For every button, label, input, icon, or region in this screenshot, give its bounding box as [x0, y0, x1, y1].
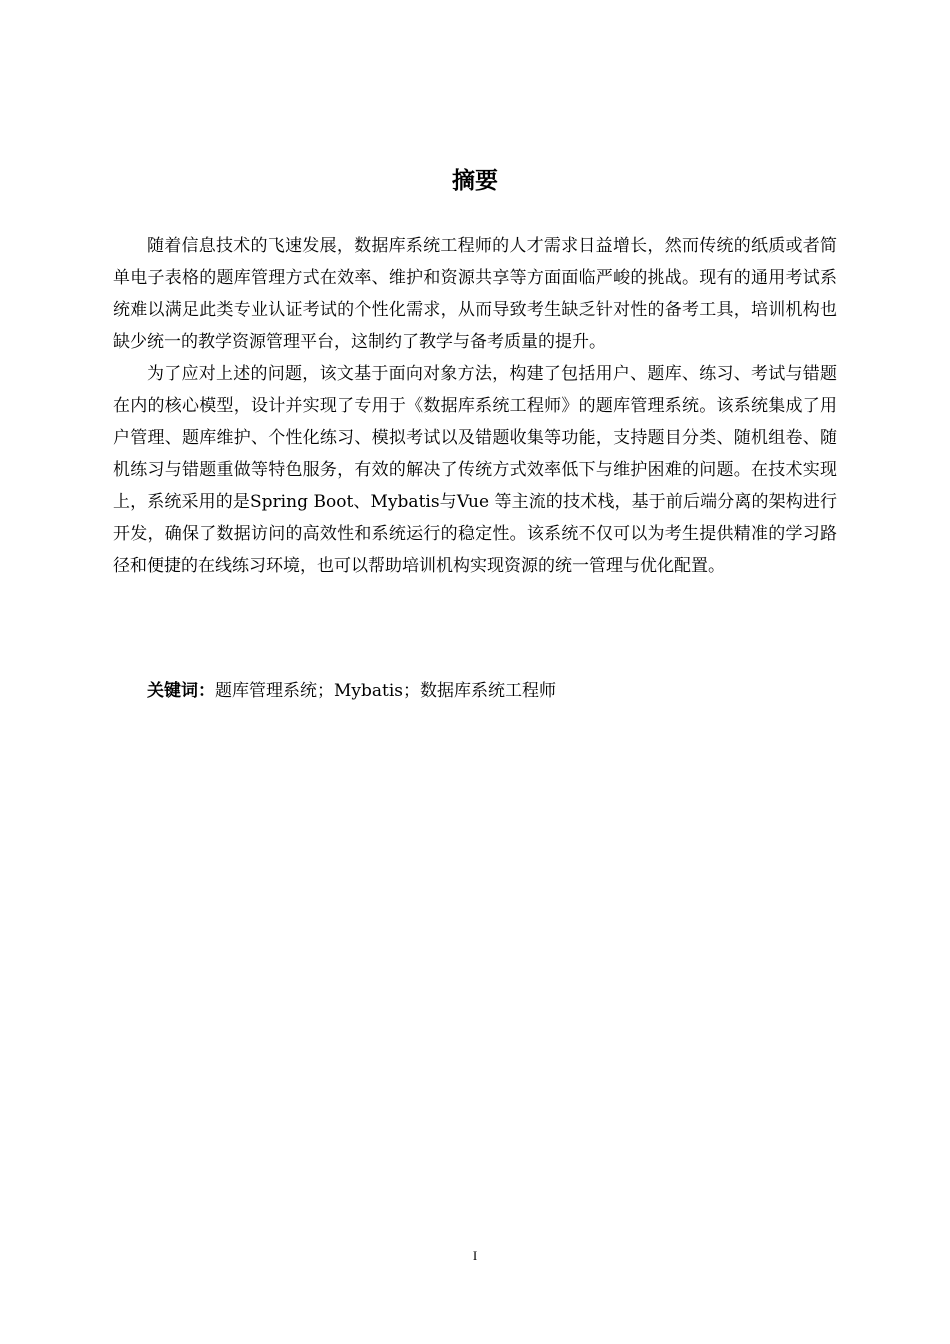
abstract-paragraph-1: 随着信息技术的飞速发展，数据库系统工程师的人才需求日益增长，然而传统的纸质或者简单电子表格的题库管理方式在效率、维护和资源共享等方面面临严峻的挑战。现有的通用考试系统难以满足此类专业认证考试的个性化需求，从而导致考生缺乏针对性的备考工具，培训机构也缺少统一的教学资源管理平台，这制约了教学与备考质量的提升。: [113, 236, 837, 352]
keywords-line: [147, 675, 837, 707]
abstract-body: [113, 230, 837, 582]
keywords-text: 题库管理系统；Mybatis；数据库系统工程师: [215, 681, 557, 701]
page-number: I: [472, 1248, 478, 1263]
keywords-label: 关键词：: [147, 681, 215, 701]
abstract-paragraph-2: 为了应对上述的问题，该文基于面向对象方法，构建了包括用户、题库、练习、考试与错题在内的核心模型，设计并实现了专用于《数据库系统工程师》的题库管理系统。该系统集成了用户管理、题库维护、个性化练习、模拟考试以及错题收集等功能，支持题目分类、随机组卷、随机练习与错题重做等特色服务，有效的解决了传统方式效率低下与维护困难的问题。在技术实现上，系统采用的是Spring Boot、Mybatis与Vue 等主流的技术栈，基于前后端分离的架构进行开发，确保了数据访问的高效性和系统运行的稳定性。该系统不仅可以为考生提供精准的学习路径和便捷的在线练习环境，也可以帮助培训机构实现资源的统一管理与优化配置。: [113, 364, 837, 576]
abstract-title: 摘要: [452, 168, 498, 194]
